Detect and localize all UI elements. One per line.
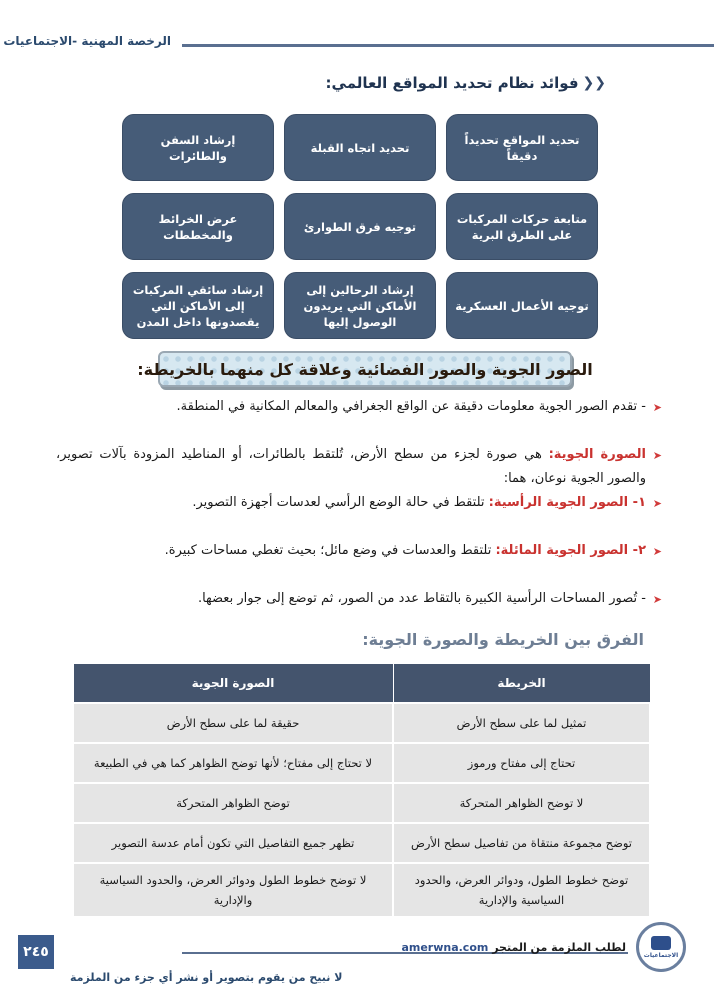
comparison-table: [72, 663, 651, 918]
footer-order-text: لطلب الملزمة من المتجر: [492, 941, 626, 954]
table-cell: توضح مجموعة منتقاة من تفاصيل سطح الأرض: [393, 823, 650, 863]
table-row: [73, 703, 650, 743]
section-gps-title-text: فوائد نظام تحديد المواقع العالمي:: [325, 74, 579, 92]
page-number: ٢٤٥: [18, 935, 54, 969]
paragraph-1: - تقدم الصور الجوية معلومات دقيقة عن الواقع الجغرافي والمعالم المكانية في المنطقة.: [176, 399, 646, 414]
gps-box-7: توجيه الأعمال العسكرية: [446, 272, 598, 339]
gps-box-8: إرشاد الرحالين إلى الأماكن التي يريدون الوصول إليها: [284, 272, 436, 339]
gps-box-1: تحديد المواقع تحديداً دقيقاً: [446, 114, 598, 181]
footer-order: [401, 941, 626, 954]
logo-icon: [651, 936, 671, 950]
paragraph-2: [56, 443, 646, 491]
bullet-arrow-icon: ➤: [652, 401, 662, 414]
gps-box-9: إرشاد سائقي المركبات إلى الأماكن التي يقصدونها داخل المدن: [122, 272, 274, 339]
table-header-row: [73, 664, 650, 704]
footer-url[interactable]: amerwna.com: [401, 941, 489, 954]
gps-box-5: توجيه فرق الطوارئ: [284, 193, 436, 260]
bullet-arrow-icon: ➤: [652, 497, 662, 510]
table-header-map: الخريطة: [393, 664, 650, 704]
vertical-photo-label: ١- الصور الجوية الرأسية:: [488, 495, 646, 510]
table-row: [73, 783, 650, 823]
bullet-arrow-icon: ➤: [652, 449, 662, 462]
table-cell: لا توضح الظواهر المتحركة: [393, 783, 650, 823]
gps-box-4: متابعة حركات المركبات على الطرق البرية: [446, 193, 598, 260]
aerial-photos-title: الصور الجوية والصور الفضائية وعلاقة كل منهما بالخريطة:: [137, 359, 593, 379]
table-cell: تمثيل لما على سطح الأرض: [393, 703, 650, 743]
table-cell: تحتاج إلى مفتاح ورموز: [393, 743, 650, 783]
table-header-photo: الصورة الجوية: [73, 664, 393, 704]
publisher-logo: [636, 922, 686, 972]
table-row: [73, 863, 650, 917]
bullet-arrow-icon: ➤: [652, 593, 662, 606]
header-title: الرخصة المهنية -الاجتماعيات: [3, 34, 171, 48]
oblique-photo-label: ٢- الصور الجوية المائلة:: [495, 543, 646, 558]
aerial-photo-label: الصورة الجوية:: [548, 447, 646, 462]
table-cell: لا تحتاج إلى مفتاح؛ لأنها توضح الظواهر كما هي في الطبيعة: [73, 743, 393, 783]
table-cell: توضح الظواهر المتحركة: [73, 783, 393, 823]
paragraph-4: [56, 539, 646, 563]
table-row: [73, 743, 650, 783]
aerial-photos-banner: [137, 351, 593, 387]
paragraph-5: - تُصور المساحات الرأسية الكبيرة بالتقاط عدد من الصور، ثم توضع إلى جوار بعضها.: [197, 591, 646, 606]
logo-text: الاجتماعيات: [643, 951, 679, 959]
vertical-photo-text: تلتقط في حالة الوضع الرأسي لعدسات أجهزة التصوير.: [192, 495, 489, 510]
table-cell: لا توضح خطوط الطول ودوائر العرض، والحدود السياسية والإدارية: [73, 863, 393, 917]
paragraph-3: [56, 491, 646, 515]
footer-copyright-note: لا نبيح من يقوم بتصوير أو نشر أي جزء من الملزمة: [70, 971, 343, 984]
header-divider: [182, 44, 714, 47]
table-row: [73, 823, 650, 863]
table-cell: تظهر جميع التفاصيل التي تكون أمام عدسة التصوير: [73, 823, 393, 863]
aerial-photo-text: هي صورة لجزء من سطح الأرض، تُلتقط بالطائرات، أو المناطيد المزودة بآلات تصوير، والصور الجوية نوعان، هما:: [56, 447, 646, 486]
gps-box-3: إرشاد السفن والطائرات: [122, 114, 274, 181]
gps-box-6: عرض الخرائط والمخططات: [122, 193, 274, 260]
table-cell: توضح خطوط الطول، ودوائر العرض، والحدود السياسية والإدارية: [393, 863, 650, 917]
oblique-photo-text: تلتقط والعدسات في وضع مائل؛ بحيث تغطي مساحات كبيرة.: [164, 543, 496, 558]
double-chevron-icon: ❮❮: [582, 75, 606, 91]
gps-box-2: تحديد اتجاه القبلة: [284, 114, 436, 181]
map-vs-photo-title: الفرق بين الخريطة والصورة الجوية:: [362, 630, 644, 649]
bullet-arrow-icon: ➤: [652, 545, 662, 558]
section-gps-title: [326, 74, 606, 92]
table-cell: حقيقة لما على سطح الأرض: [73, 703, 393, 743]
